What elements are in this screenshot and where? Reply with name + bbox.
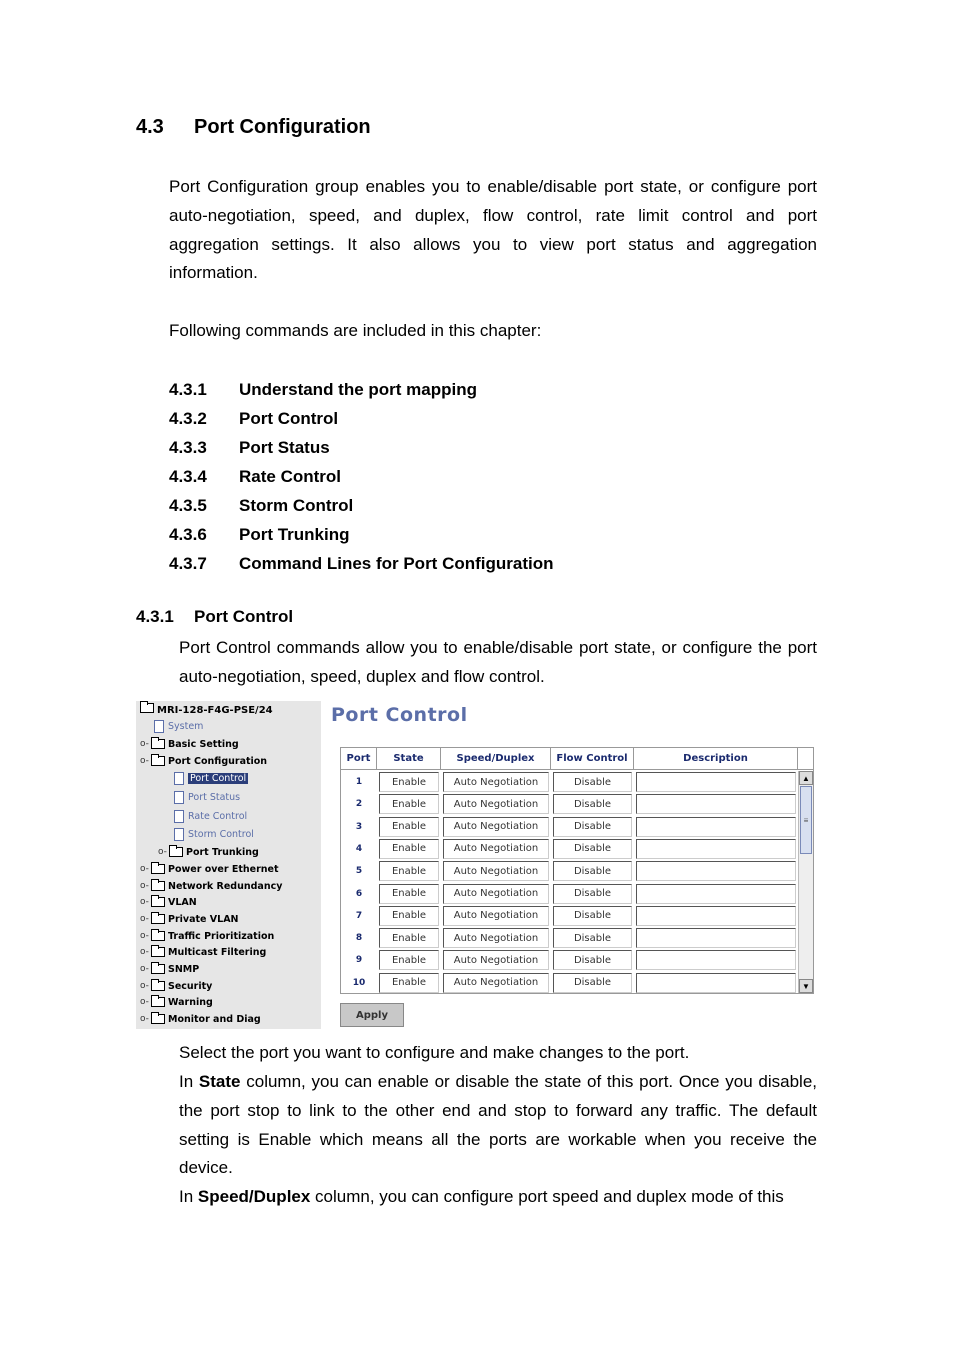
tree-item-port-configuration[interactable] <box>140 753 267 769</box>
tree-label: Power over Ethernet <box>168 863 279 875</box>
port-number-cell: 10 <box>352 977 366 988</box>
state-select[interactable]: Enable <box>379 794 439 814</box>
toc-number: 4.3.4 <box>169 467 207 486</box>
flow-control-select[interactable]: Disable <box>553 839 632 859</box>
tree-label: Basic Setting <box>168 738 239 750</box>
port-control-table <box>340 747 814 994</box>
tree-item-vlan[interactable] <box>140 894 197 910</box>
state-select[interactable]: Enable <box>379 839 439 859</box>
state-select[interactable]: Enable <box>379 973 439 993</box>
body-paragraph-3 <box>179 1183 817 1212</box>
tree-label: Port Status <box>188 791 241 803</box>
tree-label: Port Trunking <box>186 846 259 858</box>
description-input[interactable] <box>636 772 796 792</box>
toc-label: Port Status <box>239 438 330 457</box>
tree-item-network-redundancy[interactable] <box>140 878 282 894</box>
following-text: Following commands are included in this chapter: <box>169 321 542 340</box>
tree-item-basic-setting[interactable] <box>140 736 239 752</box>
toc-item <box>169 462 554 491</box>
section-heading <box>136 116 371 139</box>
toc-item <box>169 433 554 462</box>
expand-knob-icon: o- <box>140 997 149 1007</box>
tree-label: Security <box>168 980 213 992</box>
tree-label: Storm Control <box>188 828 254 840</box>
body-paragraph-2 <box>179 1068 817 1183</box>
tree-item-private-vlan[interactable] <box>140 911 239 927</box>
speed-duplex-select[interactable]: Auto Negotiation <box>443 817 549 837</box>
description-input[interactable] <box>636 817 796 837</box>
toc-label: Rate Control <box>239 467 341 486</box>
tree-item-port-status[interactable] <box>174 789 240 805</box>
tree-item-snmp[interactable] <box>140 961 199 977</box>
flow-control-select[interactable]: Disable <box>553 794 632 814</box>
toc-label: Storm Control <box>239 496 354 515</box>
text-run: In <box>179 1072 199 1091</box>
port-number-cell: 3 <box>355 821 363 832</box>
body-paragraph-1: Select the port you want to configure and make changes to the port. <box>179 1043 690 1062</box>
folder-icon <box>151 1014 165 1024</box>
tree-label: Network Redundancy <box>168 880 283 892</box>
tree-label: Port Control <box>190 772 247 784</box>
expand-knob-icon: o- <box>140 981 149 991</box>
scroll-down-icon[interactable]: ▼ <box>799 979 813 993</box>
toc-number: 4.3.2 <box>169 409 207 428</box>
document-icon <box>174 772 184 785</box>
document-icon <box>174 791 184 804</box>
folder-icon <box>151 997 165 1007</box>
flow-control-select[interactable]: Disable <box>553 817 632 837</box>
folder-icon <box>151 914 165 924</box>
folder-icon <box>151 756 165 766</box>
document-icon <box>154 720 164 733</box>
tree-label: Private VLAN <box>168 913 239 925</box>
state-term: State <box>198 1072 241 1091</box>
speed-duplex-select[interactable]: Auto Negotiation <box>443 839 549 859</box>
tree-label: Traffic Prioritization <box>168 930 275 942</box>
port-number-cell: 4 <box>355 843 363 854</box>
tree-label: Monitor and Diag <box>168 1013 261 1025</box>
flow-control-select[interactable]: Disable <box>553 861 632 881</box>
tree-item-monitor-and-diag[interactable] <box>140 1011 261 1027</box>
tree-item-port-trunking[interactable] <box>158 844 259 860</box>
subsection-title: Port Control <box>194 607 294 626</box>
vertical-scrollbar[interactable] <box>798 771 813 993</box>
nav-tree <box>136 701 321 1029</box>
text-run: column, you can configure port speed and duplex mode of this <box>310 1187 784 1206</box>
expand-knob-icon: o- <box>158 847 167 857</box>
col-header-spacer <box>798 748 813 770</box>
toc-item <box>169 375 554 404</box>
expand-knob-icon: o- <box>140 864 149 874</box>
text-run: In <box>179 1187 198 1206</box>
expand-knob-icon: o- <box>140 739 149 749</box>
speed-duplex-select[interactable]: Auto Negotiation <box>443 861 549 881</box>
subsection-number: 4.3.1 <box>136 607 174 626</box>
description-input[interactable] <box>636 839 796 859</box>
toc-number: 4.3.6 <box>169 525 207 544</box>
folder-icon <box>140 703 154 713</box>
col-header-flow-control: Flow Control <box>551 748 634 770</box>
folder-icon <box>151 864 165 874</box>
tree-label: Warning <box>168 996 213 1008</box>
scroll-thumb[interactable]: ≡ <box>800 786 812 854</box>
tree-label: SNMP <box>168 963 200 975</box>
toc-number: 4.3.3 <box>169 438 207 457</box>
port-number-cell: 8 <box>355 933 363 944</box>
tree-label: System <box>168 720 204 732</box>
folder-icon <box>151 881 165 891</box>
folder-icon <box>169 847 183 857</box>
toc-label: Port Control <box>239 409 339 428</box>
speed-duplex-select[interactable]: Auto Negotiation <box>443 884 549 904</box>
sub-intro-paragraph: Port Control commands allow you to enable/disable port state, or configure the port auto-negotiation, speed, duplex and flow control. <box>179 638 817 686</box>
toc-number: 4.3.1 <box>169 380 207 399</box>
folder-icon <box>151 739 165 749</box>
speed-duplex-select[interactable]: Auto Negotiation <box>443 906 549 926</box>
state-select[interactable]: Enable <box>379 772 439 792</box>
tree-label: Multicast Filtering <box>168 946 267 958</box>
command-list <box>169 375 554 578</box>
folder-icon <box>151 897 165 907</box>
state-select[interactable]: Enable <box>379 950 439 970</box>
flow-control-select[interactable]: Disable <box>553 950 632 970</box>
port-number-cell: 5 <box>355 866 363 877</box>
port-number-cell: 9 <box>355 955 363 966</box>
description-input[interactable] <box>636 884 796 904</box>
section-title: Port Configuration <box>194 116 371 138</box>
speed-duplex-select[interactable]: Auto Negotiation <box>443 973 549 993</box>
flow-control-select[interactable]: Disable <box>553 906 632 926</box>
folder-icon <box>151 981 165 991</box>
folder-icon <box>151 931 165 941</box>
toc-item <box>169 549 554 578</box>
flow-control-select[interactable]: Disable <box>553 973 632 993</box>
toc-item <box>169 491 554 520</box>
speed-duplex-select[interactable]: Auto Negotiation <box>443 794 549 814</box>
tree-item-warning[interactable] <box>140 994 213 1010</box>
expand-knob-icon: o- <box>140 881 149 891</box>
tree-label: Port Configuration <box>168 755 268 767</box>
state-select[interactable]: Enable <box>379 906 439 926</box>
apply-button[interactable]: Apply <box>340 1003 404 1027</box>
expand-knob-icon: o- <box>140 897 149 907</box>
tree-item-security[interactable] <box>140 978 212 994</box>
port-number-cell: 2 <box>355 799 363 810</box>
document-icon <box>174 810 184 823</box>
state-select[interactable]: Enable <box>379 884 439 904</box>
tree-label: Rate Control <box>188 810 248 822</box>
flow-control-select[interactable]: Disable <box>553 884 632 904</box>
toc-item <box>169 404 554 433</box>
toc-label: Port Trunking <box>239 525 350 544</box>
toc-label: Understand the port mapping <box>239 380 477 399</box>
col-header-port: Port <box>341 748 377 770</box>
folder-icon <box>151 947 165 957</box>
scroll-up-icon[interactable]: ▲ <box>799 771 813 785</box>
speed-duplex-term: Speed/Duplex <box>197 1187 311 1206</box>
intro-paragraph: Port Configuration group enables you to enable/disable port state, or configure port auto-negotiation, speed, and duplex, flow control, rate limit control and port aggregation settings. It also allows you to view port status and aggregation information. <box>169 177 817 283</box>
tree-item-system[interactable] <box>154 718 203 734</box>
state-select[interactable]: Enable <box>379 817 439 837</box>
flow-control-select[interactable]: Disable <box>553 772 632 792</box>
tree-item-rate-control[interactable] <box>174 808 247 824</box>
toc-number: 4.3.7 <box>169 554 207 573</box>
text-run: column, you can enable or disable the state of this port. Once you disable, the port stop to link to the other end and stop to forward any traffic. The default setting is Enable which means all the ports are workable when you receive the device. <box>179 1072 817 1178</box>
description-input[interactable] <box>636 861 796 881</box>
state-select[interactable]: Enable <box>379 861 439 881</box>
toc-item <box>169 520 554 549</box>
port-number-cell: 7 <box>355 910 363 921</box>
port-number-cell: 6 <box>355 888 363 899</box>
description-input[interactable] <box>636 973 796 993</box>
tree-root-label: MRI-128-F4G-PSE/24 <box>157 705 273 716</box>
expand-knob-icon: o- <box>140 947 149 957</box>
toc-label: Command Lines for Port Configuration <box>239 554 554 573</box>
document-icon <box>174 828 184 841</box>
flow-control-select[interactable]: Disable <box>553 928 632 948</box>
expand-knob-icon: o- <box>140 964 149 974</box>
tree-label: VLAN <box>168 896 197 908</box>
port-number-cell: 1 <box>355 777 363 787</box>
speed-duplex-select[interactable]: Auto Negotiation <box>443 928 549 948</box>
tree-item-power-over-ethernet[interactable] <box>140 861 279 877</box>
subsection-heading <box>136 607 293 627</box>
expand-knob-icon: o- <box>140 756 149 766</box>
section-number: 4.3 <box>136 116 164 138</box>
speed-duplex-select[interactable]: Auto Negotiation <box>443 772 549 792</box>
tree-item-multicast-filtering[interactable] <box>140 944 266 960</box>
col-header-description: Description <box>634 748 798 770</box>
col-header-state: State <box>377 748 441 770</box>
tree-item-port-control[interactable] <box>174 770 248 786</box>
expand-knob-icon: o- <box>140 931 149 941</box>
description-input[interactable] <box>636 950 796 970</box>
col-header-speed-duplex: Speed/Duplex <box>441 748 551 770</box>
tree-item-traffic-prioritization[interactable] <box>140 928 274 944</box>
description-input[interactable] <box>636 928 796 948</box>
expand-knob-icon: o- <box>140 1014 149 1024</box>
toc-number: 4.3.5 <box>169 496 207 515</box>
description-input[interactable] <box>636 906 796 926</box>
port-control-title: Port Control <box>331 704 468 726</box>
tree-root[interactable] <box>140 703 273 716</box>
state-select[interactable]: Enable <box>379 928 439 948</box>
tree-item-storm-control[interactable] <box>174 826 254 842</box>
folder-icon <box>151 964 165 974</box>
expand-knob-icon: o- <box>140 914 149 924</box>
description-input[interactable] <box>636 794 796 814</box>
speed-duplex-select[interactable]: Auto Negotiation <box>443 950 549 970</box>
